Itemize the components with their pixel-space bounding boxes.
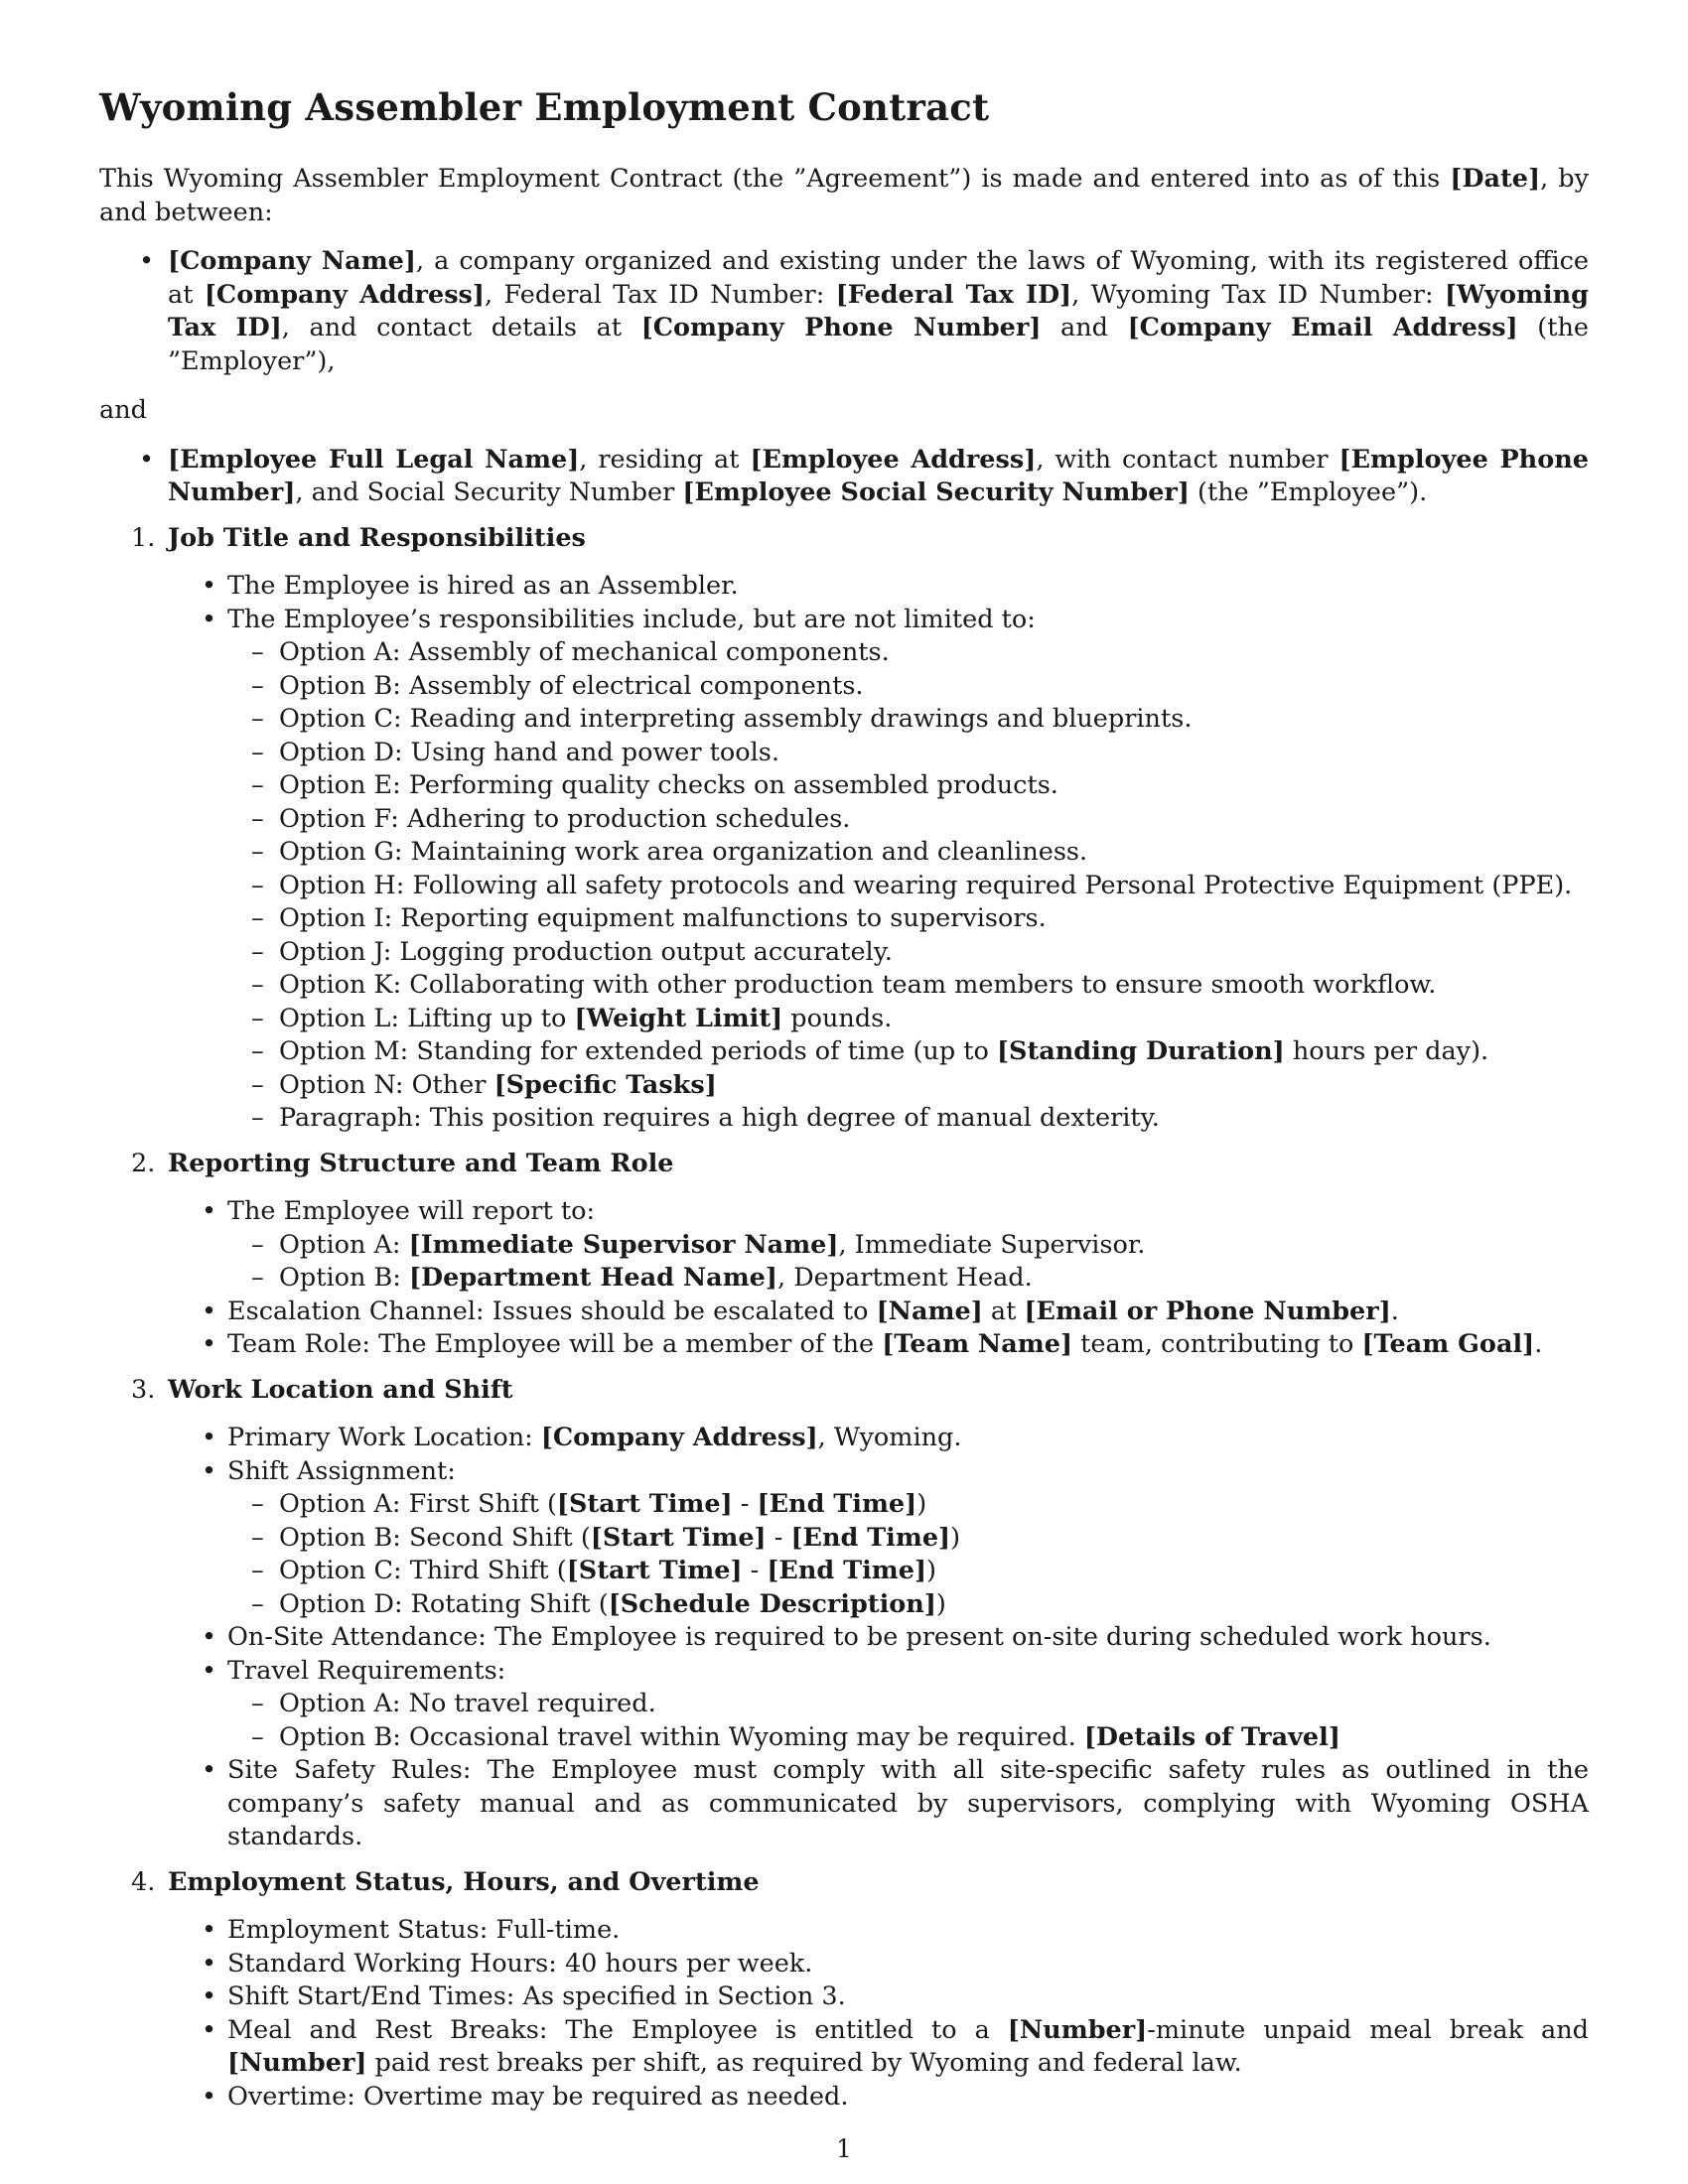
list-item: – Option B: Occasional travel within Wyoming may be required. [Details of Travel] (227, 1721, 1589, 1755)
section-job-title: 1. Job Title and Responsibilities • The Employee is hired as an Assembler. • The Employee’s responsibilities include, but are not limited to: – Option A: Assembly of mechanical components. – Option B: Assembly of electrical components. – Option C: Reading and interpreting assembly drawings and blueprints. – Option D: Using hand and power tools. – Option E: Performing quality checks on assembled products. – Option F: Adhering to production schedules. – Option G: Maintaining work area organization and cleanliness. – Option H: Following all safety protocols and wearing required Personal Protective Equipment (PPE). – Option I: Reporting equipment malfunctions to supervisors. – Option J: Logging production output accurately. – Option K: Collaborating with other production team members to ensure smooth workflow. – Option L: Lifting up to [Weight Limit] pounds. – Option M: Standing for extended periods of time (up to [Standing Duration] hours per day). – Option N: Other [Specific Tasks] – Paragraph: This position requires a high degree of manual dexterity. (99, 522, 1589, 1136)
section-heading: Work Location and Shift (168, 1374, 513, 1405)
list-item: – Option L: Lifting up to [Weight Limit] pounds. (227, 1003, 1589, 1036)
list-item: – Option J: Logging production output accurately. (227, 936, 1589, 970)
list-item: • Employment Status: Full-time. (168, 1914, 1589, 1948)
section-heading: Employment Status, Hours, and Overtime (168, 1866, 760, 1897)
document-title: Wyoming Assembler Employment Contract (99, 85, 990, 129)
list-item: – Option C: Third Shift ([Start Time] - [End Time]) (227, 1555, 1589, 1588)
and-text: and (99, 395, 147, 425)
list-item: • The Employee is hired as an Assembler. (168, 570, 1589, 604)
list-item: – Option B: [Department Head Name], Department Head. (227, 1262, 1589, 1296)
list-item: • Travel Requirements: – Option A: No travel required. – Option B: Occasional travel within Wyoming may be required. [Details of Travel] (168, 1655, 1589, 1755)
section-heading: Job Title and Responsibilities (168, 522, 586, 553)
list-item: – Option A: First Shift ([Start Time] - [End Time]) (227, 1488, 1589, 1522)
document-page (99, 85, 1589, 2125)
employer-party: • [Company Name], a company organized and existing under the laws of Wyoming, with its registered office at [Company Address], Federal Tax ID Number: [Federal Tax ID], Wyoming Tax ID Number: [Wyoming Tax ID], and contact details at [Company Phone Number] and [Company Email Address] (the ”Employer”), (99, 245, 1589, 378)
list-item: • Team Role: The Employee will be a member of the [Team Name] team, contributing to [Team Goal]. (168, 1328, 1589, 1362)
contract-sections (99, 522, 1589, 2115)
list-item: – Option F: Adhering to production schedules. (227, 803, 1589, 837)
list-item: – Paragraph: This position requires a high degree of manual dexterity. (227, 1102, 1589, 1136)
list-item: • The Employee’s responsibilities include, but are not limited to: – Option A: Assembly of mechanical components. – Option B: Assembly of electrical components. – Option C: Reading and interpreting assembly drawings and blueprints. – Option D: Using hand and power tools. – Option E: Performing quality checks on assembled products. – Option F: Adhering to production schedules. – Option G: Maintaining work area organization and cleanliness. – Option H: Following all safety protocols and wearing required Personal Protective Equipment (PPE). – Option I: Reporting equipment malfunctions to supervisors. – Option J: Logging production output accurately. – Option K: Collaborating with other production team members to ensure smooth workflow. – Option L: Lifting up to [Weight Limit] pounds. – Option M: Standing for extended periods of time (up to [Standing Duration] hours per day). – Option N: Other [Specific Tasks] – Paragraph: This position requires a high degree of manual dexterity. (168, 604, 1589, 1136)
list-item: • Overtime: Overtime may be required as needed. (168, 2081, 1589, 2115)
date-placeholder: [Date] (1450, 164, 1541, 194)
list-item: – Option A: Assembly of mechanical components. (227, 636, 1589, 670)
section-work-location: 3. Work Location and Shift • Primary Work Location: [Company Address], Wyoming. • Shift Assignment: – Option A: First Shift ([Start Time] - [End Time]) – Option B: Second Shift ([Start Time] - [End Time]) – Option C: Third Shift ([Start Time] - [End Time]) – Option D: Rotating Shift ([Schedule Description]) • On-Site Attendance: The Employee is required to be present on-site during scheduled work hours. • Travel Requirements: – Option A: No travel required. – Option B: Occasional travel within Wyoming may be required. [Details of Travel] • Site Safety Rules: The Employee must comply with all site-specific safety rules as outlined in the company’s safety manual and as communicated by supervisors, complying with Wyoming OSHA standards. (99, 1374, 1589, 1854)
list-item: • Primary Work Location: [Company Address], Wyoming. (168, 1422, 1589, 1455)
list-item: • Shift Assignment: – Option A: First Shift ([Start Time] - [End Time]) – Option B: Second Shift ([Start Time] - [End Time]) – Option C: Third Shift ([Start Time] - [End Time]) – Option D: Rotating Shift ([Schedule Description]) (168, 1455, 1589, 1622)
section-employment-status: 4. Employment Status, Hours, and Overtime • Employment Status: Full-time. • Standard Working Hours: 40 hours per week. • Shift Start/End Times: As specified in Section 3. • Meal and Rest Breaks: The Employee is entitled to a [Number]-minute unpaid meal break and [Number] paid rest breaks per shift, as required by Wyoming and federal law. • Overtime: Overtime may be required as needed. (99, 1866, 1589, 2115)
list-item: – Option G: Maintaining work area organization and cleanliness. (227, 836, 1589, 870)
employee-list (99, 444, 1589, 510)
list-item: • Site Safety Rules: The Employee must comply with all site-specific safety rules as outlined in the company’s safety manual and as communicated by supervisors, complying with Wyoming OSHA standards. (168, 1754, 1589, 1854)
list-item: • Meal and Rest Breaks: The Employee is entitled to a [Number]-minute unpaid meal break and [Number] paid rest breaks per shift, as required by Wyoming and federal law. (168, 2014, 1589, 2081)
list-item: – Option M: Standing for extended periods of time (up to [Standing Duration] hours per day). (227, 1035, 1589, 1069)
list-item: – Option I: Reporting equipment malfunctions to supervisors. (227, 902, 1589, 936)
list-item: • Standard Working Hours: 40 hours per week. (168, 1948, 1589, 1981)
list-item: – Option D: Using hand and power tools. (227, 737, 1589, 770)
list-item: – Option H: Following all safety protocols and wearing required Personal Protective Equipment (PPE). (227, 870, 1589, 903)
list-item: – Option C: Reading and interpreting assembly drawings and blueprints. (227, 703, 1589, 737)
employer-list (99, 245, 1589, 378)
list-item: – Option N: Other [Specific Tasks] (227, 1069, 1589, 1103)
list-item: – Option K: Collaborating with other production team members to ensure smooth workflow. (227, 969, 1589, 1003)
list-item: – Option A: No travel required. (227, 1688, 1589, 1721)
list-item: – Option E: Performing quality checks on assembled products. (227, 769, 1589, 803)
section-heading: Reporting Structure and Team Role (168, 1148, 674, 1178)
list-item: • Escalation Channel: Issues should be escalated to [Name] at [Email or Phone Number]. (168, 1296, 1589, 1329)
list-item: – Option B: Second Shift ([Start Time] - [End Time]) (227, 1522, 1589, 1556)
section-reporting: 2. Reporting Structure and Team Role • The Employee will report to: – Option A: [Immediate Supervisor Name], Immediate Supervisor. – Option B: [Department Head Name], Department Head. • Escalation Channel: Issues should be escalated to [Name] at [Email or Phone Number]. • Team Role: The Employee will be a member of the [Team Name] team, contributing to [Team Goal]. (99, 1148, 1589, 1362)
employee-party: • [Employee Full Legal Name], residing at [Employee Address], with contact number [Employee Phone Number], and Social Security Number [Employee Social Security Number] (the ”Employee”). (99, 444, 1589, 510)
page-number: 1 (836, 2134, 852, 2163)
intro-paragraph: This Wyoming Assembler Employment Contract (the ”Agreement”) is made and entered into as of this [Date], by and between: (99, 164, 1589, 227)
list-item: • Shift Start/End Times: As specified in Section 3. (168, 1980, 1589, 2014)
list-item: • The Employee will report to: – Option A: [Immediate Supervisor Name], Immediate Supervisor. – Option B: [Department Head Name], Department Head. (168, 1195, 1589, 1296)
list-item: – Option B: Assembly of electrical components. (227, 670, 1589, 704)
list-item: • On-Site Attendance: The Employee is required to be present on-site during scheduled work hours. (168, 1621, 1589, 1655)
list-item: – Option A: [Immediate Supervisor Name], Immediate Supervisor. (227, 1229, 1589, 1263)
list-item: – Option D: Rotating Shift ([Schedule Description]) (227, 1588, 1589, 1622)
